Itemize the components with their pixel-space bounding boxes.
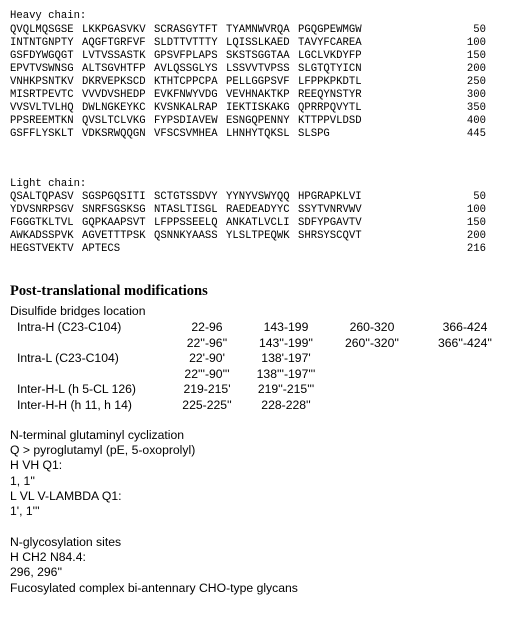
residue-position-number: 100 [466,37,486,49]
residue-position-number: 150 [466,50,486,62]
n-terminal-line: H VH Q1: [10,458,63,473]
sequence-block: FGGGTKLTVL [10,217,74,229]
sequence-block: TAVYFCAREA [298,37,362,49]
bridge-position: 219-215' [183,382,231,396]
sequence-block: YDVSNRPSGV [10,204,74,216]
bridge-position: 219''-215''' [257,382,315,396]
sequence-block: SCTGTSSDVY [154,191,218,203]
sequence-block: KTHTCPPCPA [154,76,218,88]
residue-position-number: 50 [473,191,486,203]
glycosylation-line: 296, 296'' [10,565,63,580]
sequence-block: LFPPSSEELQ [154,217,218,229]
bridge-position [420,351,506,365]
sequence-row [10,191,486,204]
sequence-block: SLGTQTYICN [298,63,362,75]
sequence-block: PELLGGPSVF [226,76,290,88]
sequence-block: VVSVLTVLHQ [10,102,74,114]
bridge-position: 260''-320'' [344,335,400,350]
sequence-block: QSALTQPASV [10,191,74,203]
n-terminal-line: N-terminal glutaminyl cyclization [10,428,185,442]
sequence-block: FYPSDIAVEW [154,115,218,127]
bridge-position: 22-96 [191,320,223,334]
sequence-block: VDKSRWQQGN [82,128,146,140]
bridge-position: 138'-197' [261,351,311,365]
sequence-block: RAEDEADYYC [226,204,290,216]
bridge-position: 22'''-90''' [184,366,230,381]
sequence-block: QVQLMQSGSE [10,24,74,36]
sequence-row [10,243,486,256]
sequence-block: LFPPKPKDTL [298,76,362,88]
sequence-block: VEVHNAKTKP [226,89,290,101]
light-chain-title: Light chain: [10,178,87,190]
n-terminal-line: Q > pyroglutamyl (pE, 5-oxoprolyl) [10,443,196,458]
disulfide-heading: Disulfide bridges location [10,304,146,318]
bridge-position: 22'-90' [189,351,225,365]
sequence-block: GSFFLYSKLT [10,128,74,140]
sequence-block: EPVTVSWNSG [10,63,74,75]
sequence-row [10,63,486,76]
sequence-block: KTTPPVLDSD [298,115,362,127]
sequence-row [10,230,486,243]
sequence-block: INTNTGNPTY [10,37,74,49]
sequence-row [10,102,486,115]
sequence-row [10,89,486,102]
bridge-position [420,398,506,412]
sequence-block: QVSLTCLVKG [82,115,146,127]
sequence-block: VVVDVSHEDP [82,89,146,101]
sequence-block: LKKPGASVKV [82,24,146,36]
sequence-row [10,217,486,230]
sequence-row [10,115,486,128]
sequence-block: ESNGQPENNY [226,115,290,127]
sequence-block: IEKTISKAKG [226,102,290,114]
sequence-block: AQGFTGRFVF [82,37,146,49]
bridge-position [327,382,417,396]
residue-position-number: 100 [466,204,486,216]
sequence-block: ANKATLVCLI [226,217,290,229]
sequence-block: YLSLTPEQWK [226,230,290,242]
n-terminal-line: 1, 1'' [10,473,35,488]
sequence-block: GQPKAAPSVT [82,217,146,229]
sequence-row [10,37,486,50]
residue-position-number: 400 [466,115,486,127]
sequence-block: LQISSLKAED [226,37,290,49]
sequence-block: GSFDYWGQGT [10,50,74,62]
sequence-block: DWLNGKEYKC [82,102,146,114]
glycosylation-line: Fucosylated complex bi-antennary CHO-type glycans [10,580,298,595]
sequence-block: ALTSGVHTFP [82,63,146,75]
sequence-block: SGSPGQSITI [82,191,146,203]
residue-position-number: 350 [466,102,486,114]
sequence-block: EVKFNWYVDG [154,89,218,101]
sequence-row [10,50,486,63]
sequence-block: PGQGPEWMGW [298,24,362,36]
sequence-block: TYAMNWVRQA [226,24,290,36]
sequence-block: SKSTSGGTAA [226,50,290,62]
sequence-block: VFSCSVMHEA [154,128,218,140]
bridge-position [327,351,417,365]
sequence-row [10,76,486,89]
sequence-block: HEGSTVEKTV [10,243,74,255]
sequence-block: SSYTVNRVWV [298,204,362,216]
sequence-block: DKRVEPKSCD [82,76,146,88]
residue-position-number: 150 [466,217,486,229]
bridge-type-label: Inter-H-L (h 5-CL 126) [17,382,136,396]
sequence-block: SLDTTVTTTY [154,37,218,49]
sequence-block: REEQYNSTYR [298,89,362,101]
glycosylation-line: N-glycosylation sites [10,535,122,549]
sequence-block: AVLQSSGLYS [154,63,218,75]
sequence-block: PPSREEMTKN [10,115,74,127]
sequence-block: LGCLVKDYFP [298,50,362,62]
residue-position-number: 250 [466,76,486,88]
sequence-block: SNRFSGSKSG [82,204,146,216]
bridge-position: 138'''-197''' [256,366,316,381]
sequence-block: SDFYPGAVTV [298,217,362,229]
residue-position-number: 50 [473,24,486,36]
sequence-block: LHNHYTQKSL [226,128,290,140]
bridge-position [420,367,506,381]
sequence-block: LSSVVTVPSS [226,63,290,75]
n-terminal-line: L VL V-LAMBDA Q1: [10,488,122,503]
sequence-block: AWKADSSPVK [10,230,74,242]
sequence-block: QPRRPQVYTL [298,102,362,114]
bridge-type-label: Intra-L (C23-C104) [17,351,119,365]
residue-position-number: 300 [466,89,486,101]
sequence-row [10,204,486,217]
heavy-chain-title: Heavy chain: [10,10,87,22]
bridge-type-label: Inter-H-H (h 11, h 14) [17,397,132,412]
bridge-position: 225-225'' [182,397,232,412]
bridge-position [420,382,506,396]
sequence-block: QSNNKYAASS [154,230,218,242]
bridge-position: 143-199 [263,320,309,334]
sequence-block: NTASLTISGL [154,204,218,216]
bridge-position [327,367,417,381]
sequence-block: YYNYVSWYQQ [226,191,290,203]
sequence-block: SHRSYSCQVT [298,230,362,242]
sequence-block: MISRTPEVTC [10,89,74,101]
glycosylation-line: H CH2 N84.4: [10,550,86,565]
sequence-block: HPGRAPKLVI [298,191,362,203]
bridge-type-label: Intra-H (C23-C104) [17,320,122,334]
residue-position-number: 216 [466,243,486,255]
residue-position-number: 200 [466,230,486,242]
sequence-block: SCRASGYTFT [154,24,218,36]
residue-position-number: 445 [466,128,486,140]
sequence-block: APTECS [82,243,121,255]
bridge-position: 143''-199'' [258,335,314,350]
bridge-position: 228-228'' [261,397,311,412]
sequence-block: LVTVSSASTK [82,50,146,62]
sequence-row [10,128,486,141]
n-terminal-line: 1', 1''' [10,504,40,518]
sequence-row [10,24,486,37]
sequence-block: SLSPG [298,128,330,140]
residue-position-number: 200 [466,63,486,75]
bridge-position: 366''-424'' [437,335,493,350]
bridge-position: 366-424 [442,320,488,334]
sequence-block: GPSVFPLAPS [154,50,218,62]
ptm-heading: Post-translational modifications [10,283,208,299]
bridge-position [327,398,417,412]
sequence-block: KVSNKALRAP [154,102,218,114]
sequence-block: VNHKPSNTKV [10,76,74,88]
bridge-position: 260-320 [349,320,395,334]
sequence-block: AGVETTTPSK [82,230,146,242]
bridge-position: 22''-96'' [186,335,228,350]
